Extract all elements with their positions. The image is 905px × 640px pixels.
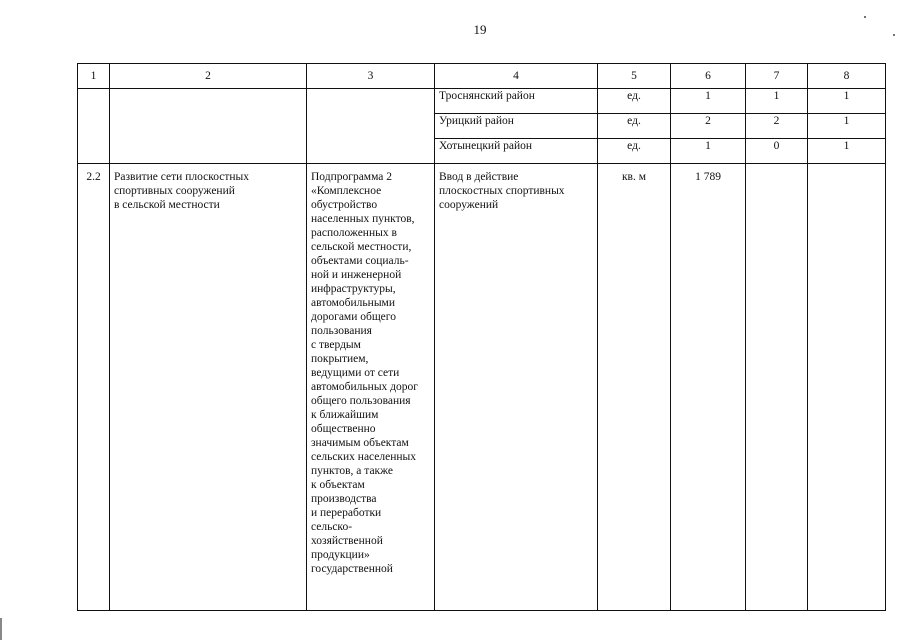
value-cell-8: 1	[808, 114, 886, 139]
program-line: объектами социаль-	[311, 255, 409, 267]
indicator-cell: Троснянский район	[435, 89, 598, 114]
page-number: 19	[473, 22, 487, 37]
value-cell-6: 1 789	[671, 164, 746, 611]
header-cell-1: 1	[78, 64, 110, 89]
program-line: значимым объектам	[311, 437, 409, 449]
header-cell-6: 6	[671, 64, 746, 89]
value-cell-8	[808, 164, 886, 611]
unit-cell: ед.	[598, 114, 671, 139]
program-line: сельской местности,	[311, 241, 412, 253]
program-line: автомобильных дорог	[311, 381, 418, 393]
program-line: общего пользования	[311, 395, 411, 407]
scan-edge-mark	[0, 618, 2, 640]
header-cell-5: 5	[598, 64, 671, 89]
program-line: к ближайшим	[311, 409, 379, 421]
program-line: продукции»	[311, 549, 370, 561]
program-line: ной и инженерной	[311, 269, 402, 281]
program-line: и переработки	[311, 507, 382, 519]
program-line: дорогами общего	[311, 311, 396, 323]
program-line: расположенных в	[311, 227, 397, 239]
indicators-table	[77, 63, 886, 611]
program-line: общественно	[311, 423, 376, 435]
program-line: хозяйственной	[311, 535, 383, 547]
activity-name-cell	[110, 164, 307, 611]
table-row	[78, 89, 886, 114]
scan-speck	[864, 16, 866, 18]
program-line: «Комплексное	[311, 185, 382, 197]
program-line: пользования	[311, 325, 372, 337]
program-line: сельских населенных	[311, 451, 417, 463]
header-cell-4: 4	[435, 64, 598, 89]
value-cell-8: 1	[808, 139, 886, 164]
program-line: покрытием,	[311, 353, 369, 365]
program-cell	[307, 164, 435, 611]
value-cell-6: 2	[671, 114, 746, 139]
program-line: пунктов, а также	[311, 465, 394, 477]
name-cell-empty	[110, 89, 307, 164]
value-cell-8: 1	[808, 89, 886, 114]
row-number-cell: 2.2	[78, 164, 110, 611]
value-cell-7: 2	[746, 114, 808, 139]
indicator-line: сооружений	[439, 199, 499, 211]
program-line: инфраструктуры,	[311, 283, 396, 295]
program-line: государственной	[311, 563, 393, 575]
program-line: населенных пунктов,	[311, 213, 415, 225]
unit-cell: кв. м	[598, 164, 671, 611]
indicator-cell: Хотынецкий район	[435, 139, 598, 164]
program-line: автомобильными	[311, 297, 395, 309]
activity-name-line: Развитие сети плоскостных	[114, 171, 250, 183]
indicator-cell	[435, 164, 598, 611]
program-line: обустройство	[311, 199, 378, 211]
value-cell-7: 1	[746, 89, 808, 114]
program-line: к объектам	[311, 479, 365, 491]
number-cell-empty	[78, 89, 110, 164]
indicator-cell: Урицкий район	[435, 114, 598, 139]
header-cell-3: 3	[307, 64, 435, 89]
program-line: с твердым	[311, 339, 361, 351]
program-line: Подпрограмма 2	[311, 171, 393, 183]
activity-name-line: спортивных сооружений	[114, 185, 235, 197]
value-cell-7: 0	[746, 139, 808, 164]
scan-speck	[893, 34, 895, 36]
program-line: производства	[311, 493, 377, 505]
header-cell-8: 8	[808, 64, 886, 89]
program-cell-empty	[307, 89, 435, 164]
header-cell-2: 2	[110, 64, 307, 89]
indicator-line: Ввод в действие	[439, 171, 519, 183]
activity-name-line: в сельской местности	[114, 199, 220, 211]
table-row-2-2	[78, 164, 886, 611]
indicator-line: плоскостных спортивных	[439, 185, 565, 197]
unit-cell: ед.	[598, 89, 671, 114]
unit-cell: ед.	[598, 139, 671, 164]
value-cell-7	[746, 164, 808, 611]
value-cell-6: 1	[671, 89, 746, 114]
header-cell-7: 7	[746, 64, 808, 89]
header-row	[78, 64, 886, 89]
program-line: ведущими от сети	[311, 367, 400, 379]
program-line: сельско-	[311, 521, 353, 533]
value-cell-6: 1	[671, 139, 746, 164]
